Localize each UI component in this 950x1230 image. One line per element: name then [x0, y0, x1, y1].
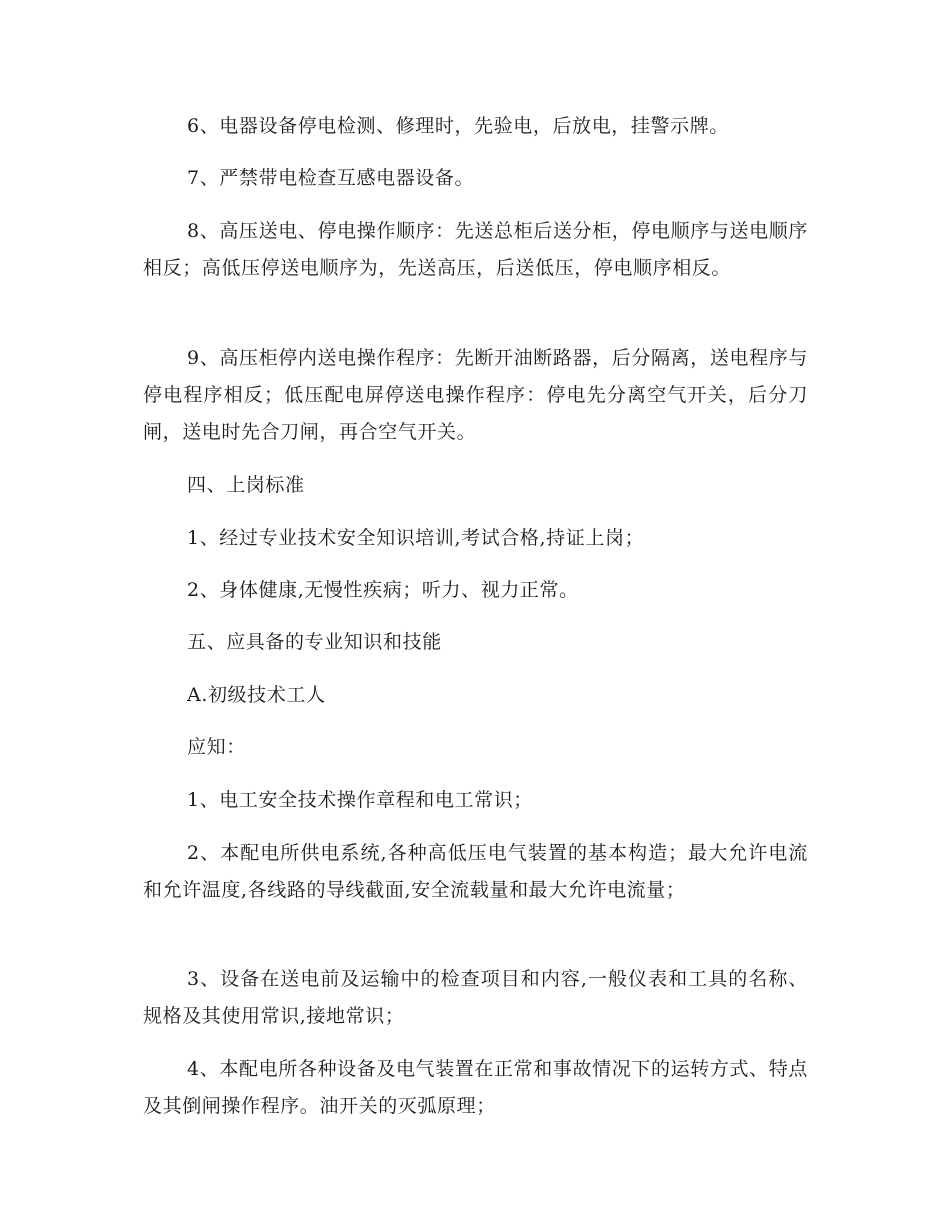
- paragraph-knowledge-2: 2、本配电所供电系统,各种高低压电气装置的基本构造；最大允许电流和允许温度,各线路的导线截面,安全流载量和最大允许电流量；: [143, 842, 808, 901]
- paragraph-knowledge-1: 1、电工安全技术操作章程和电工常识；: [187, 789, 533, 811]
- paragraph-rule-7: 7、严禁带电检查互感电器设备。: [187, 167, 475, 189]
- paragraph-rule-9: 9、高压柜停内送电操作程序：先断开油断路器，后分隔离，送电程序与停电程序相反；低压配电屏停送电操作程序：停电先分离空气开关，后分刀闸，送电时先合刀闸，再合空气开关。: [143, 347, 808, 443]
- label-should-know: 应知：: [187, 736, 246, 758]
- paragraph-knowledge-4: 4、本配电所各种设备及电气装置在正常和事故情况下的运转方式、特点及其倒闸操作程序。油开关的灭弧原理；: [143, 1058, 808, 1117]
- section-heading-job-standards: 四、上岗标准: [187, 474, 305, 496]
- subheading-junior-worker: A.初级技术工人: [187, 684, 326, 706]
- section-heading-knowledge-skills: 五、应具备的专业知识和技能: [187, 631, 442, 653]
- paragraph-rule-8: 8、高压送电、停电操作顺序：先送总柜后送分柜，停电顺序与送电顺序相反；高低压停送电顺序为，先送高压，后送低压，停电顺序相反。: [143, 220, 808, 279]
- paragraph-rule-6: 6、电器设备停电检测、修理时，先验电，后放电，挂警示牌。: [187, 115, 729, 137]
- paragraph-standard-2: 2、身体健康,无慢性疾病；听力、视力正常。: [187, 579, 579, 601]
- paragraph-knowledge-3: 3、设备在送电前及运输中的检查项目和内容,一般仪表和工具的名称、规格及其使用常识,接地常识；: [143, 968, 808, 1027]
- paragraph-standard-1: 1、经过专业技术安全知识培训,考试合格,持证上岗；: [187, 527, 645, 549]
